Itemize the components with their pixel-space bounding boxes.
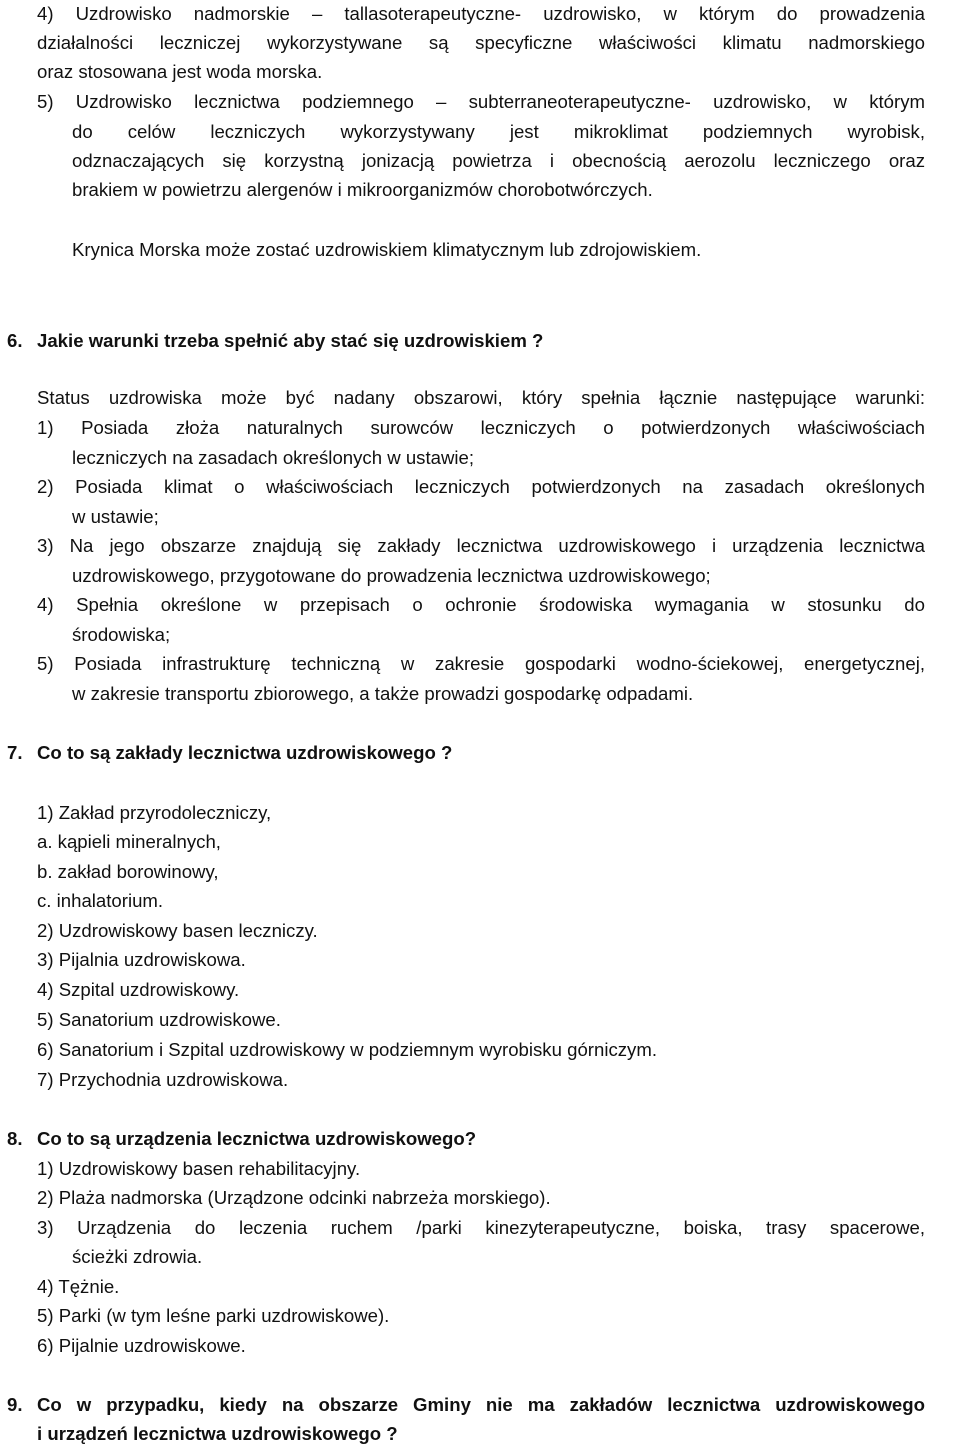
q7-list-item: 5) Sanatorium uzdrowiskowe.	[37, 1009, 281, 1030]
q7-list-item: 2) Uzdrowiskowy basen leczniczy.	[37, 920, 318, 941]
q6-condition-1-line2: leczniczych na zasadach określonych w ustawie;	[72, 447, 475, 468]
paragraph-spa-underground-line2: do celów leczniczych wykorzystywany jest mikroklimat podziemnych wyrobisk,	[72, 121, 925, 142]
q8-list-item: 5) Parki (w tym leśne parki uzdrowiskowe).	[37, 1305, 390, 1326]
question-9-title-line2: i urządzeń lecznictwa uzdrowiskowego ?	[37, 1423, 398, 1444]
q6-intro: Status uzdrowiska może być nadany obszarowi, który spełnia łącznie następujące warunki:	[37, 387, 925, 408]
question-6-number: 6.	[7, 330, 23, 351]
paragraph-spa-underground-line4: brakiem w powietrzu alergenów i mikroorganizmów chorobotwórczych.	[72, 179, 653, 200]
paragraph-spa-seaside-line3: oraz stosowana jest woda morska.	[37, 61, 323, 82]
question-8-title: Co to są urządzenia lecznictwa uzdrowiskowego?	[37, 1128, 477, 1149]
q8-list-item: 1) Uzdrowiskowy basen rehabilitacyjny.	[37, 1158, 361, 1179]
paragraph-spa-underground-line3: odznaczających się korzystną jonizacją powietrza i obecnością aerozolu leczniczego oraz	[72, 150, 925, 171]
q6-condition-3-line2: uzdrowiskowego, przygotowane do prowadzenia lecznictwa uzdrowiskowego;	[72, 565, 711, 586]
paragraph-spa-seaside-line2: działalności leczniczej wykorzystywane są specyficzne właściwości klimatu nadmorskiego	[37, 32, 925, 53]
paragraph-spa-seaside-line1: 4) Uzdrowisko nadmorskie – tallasoterapeutyczne- uzdrowisko, w którym do prowadzenia	[37, 3, 925, 24]
q7-list-item: b. zakład borowinowy,	[37, 861, 219, 882]
q7-list-item: 1) Zakład przyrodoleczniczy,	[37, 802, 272, 823]
krynica-note: Krynica Morska może zostać uzdrowiskiem klimatycznym lub zdrojowiskiem.	[72, 239, 702, 260]
q6-condition-5-line2: w zakresie transportu zbiorowego, a także prowadzi gospodarkę odpadami.	[72, 683, 694, 704]
q7-list-item: a. kąpieli mineralnych,	[37, 831, 221, 852]
q6-condition-2-line1: 2) Posiada klimat o właściwościach leczniczych potwierdzonych na zasadach określonych	[37, 476, 925, 497]
question-7-number: 7.	[7, 742, 23, 763]
q8-list-item-continued: ścieżki zdrowia.	[72, 1246, 203, 1267]
q8-list-item: 6) Pijalnie uzdrowiskowe.	[37, 1335, 246, 1356]
q7-list-item: 4) Szpital uzdrowiskowy.	[37, 979, 240, 1000]
q7-list-item: 3) Pijalnia uzdrowiskowa.	[37, 949, 246, 970]
q6-condition-3-line1: 3) Na jego obszarze znajdują się zakłady lecznictwa uzdrowiskowego i urządzenia lecznictwa	[37, 535, 925, 556]
q8-list-item: 4) Tężnie.	[37, 1276, 120, 1297]
q8-list-item: 2) Plaża nadmorska (Urządzone odcinki nabrzeża morskiego).	[37, 1187, 551, 1208]
q7-list-item: c. inhalatorium.	[37, 890, 164, 911]
question-9-title-line1: Co w przypadku, kiedy na obszarze Gminy nie ma zakładów lecznictwa uzdrowiskowego	[37, 1394, 925, 1415]
q6-condition-4-line1: 4) Spełnia określone w przepisach o ochronie środowiska wymagania w stosunku do	[37, 594, 925, 615]
q6-condition-4-line2: środowiska;	[72, 624, 171, 645]
q8-list-item: 3) Urządzenia do leczenia ruchem /parki kinezyterapeutyczne, boiska, trasy spacerowe,	[37, 1217, 925, 1238]
q6-condition-1-line1: 1) Posiada złoża naturalnych surowców leczniczych o potwierdzonych właściwościach	[37, 417, 925, 438]
question-7-title: Co to są zakłady lecznictwa uzdrowiskowego ?	[37, 742, 453, 763]
question-8-number: 8.	[7, 1128, 23, 1149]
q6-condition-2-line2: w ustawie;	[72, 506, 159, 527]
paragraph-spa-underground-line1: 5) Uzdrowisko lecznictwa podziemnego – subterraneoterapeutyczne- uzdrowisko, w którym	[37, 91, 925, 112]
question-6-title: Jakie warunki trzeba spełnić aby stać się uzdrowiskiem ?	[37, 330, 544, 351]
question-9-number: 9.	[7, 1394, 23, 1415]
q7-list-item: 6) Sanatorium i Szpital uzdrowiskowy w podziemnym wyrobisku górniczym.	[37, 1039, 658, 1060]
q7-list-item: 7) Przychodnia uzdrowiskowa.	[37, 1069, 289, 1090]
q6-condition-5-line1: 5) Posiada infrastrukturę techniczną w zakresie gospodarki wodno-ściekowej, energetycznej,	[37, 653, 925, 674]
